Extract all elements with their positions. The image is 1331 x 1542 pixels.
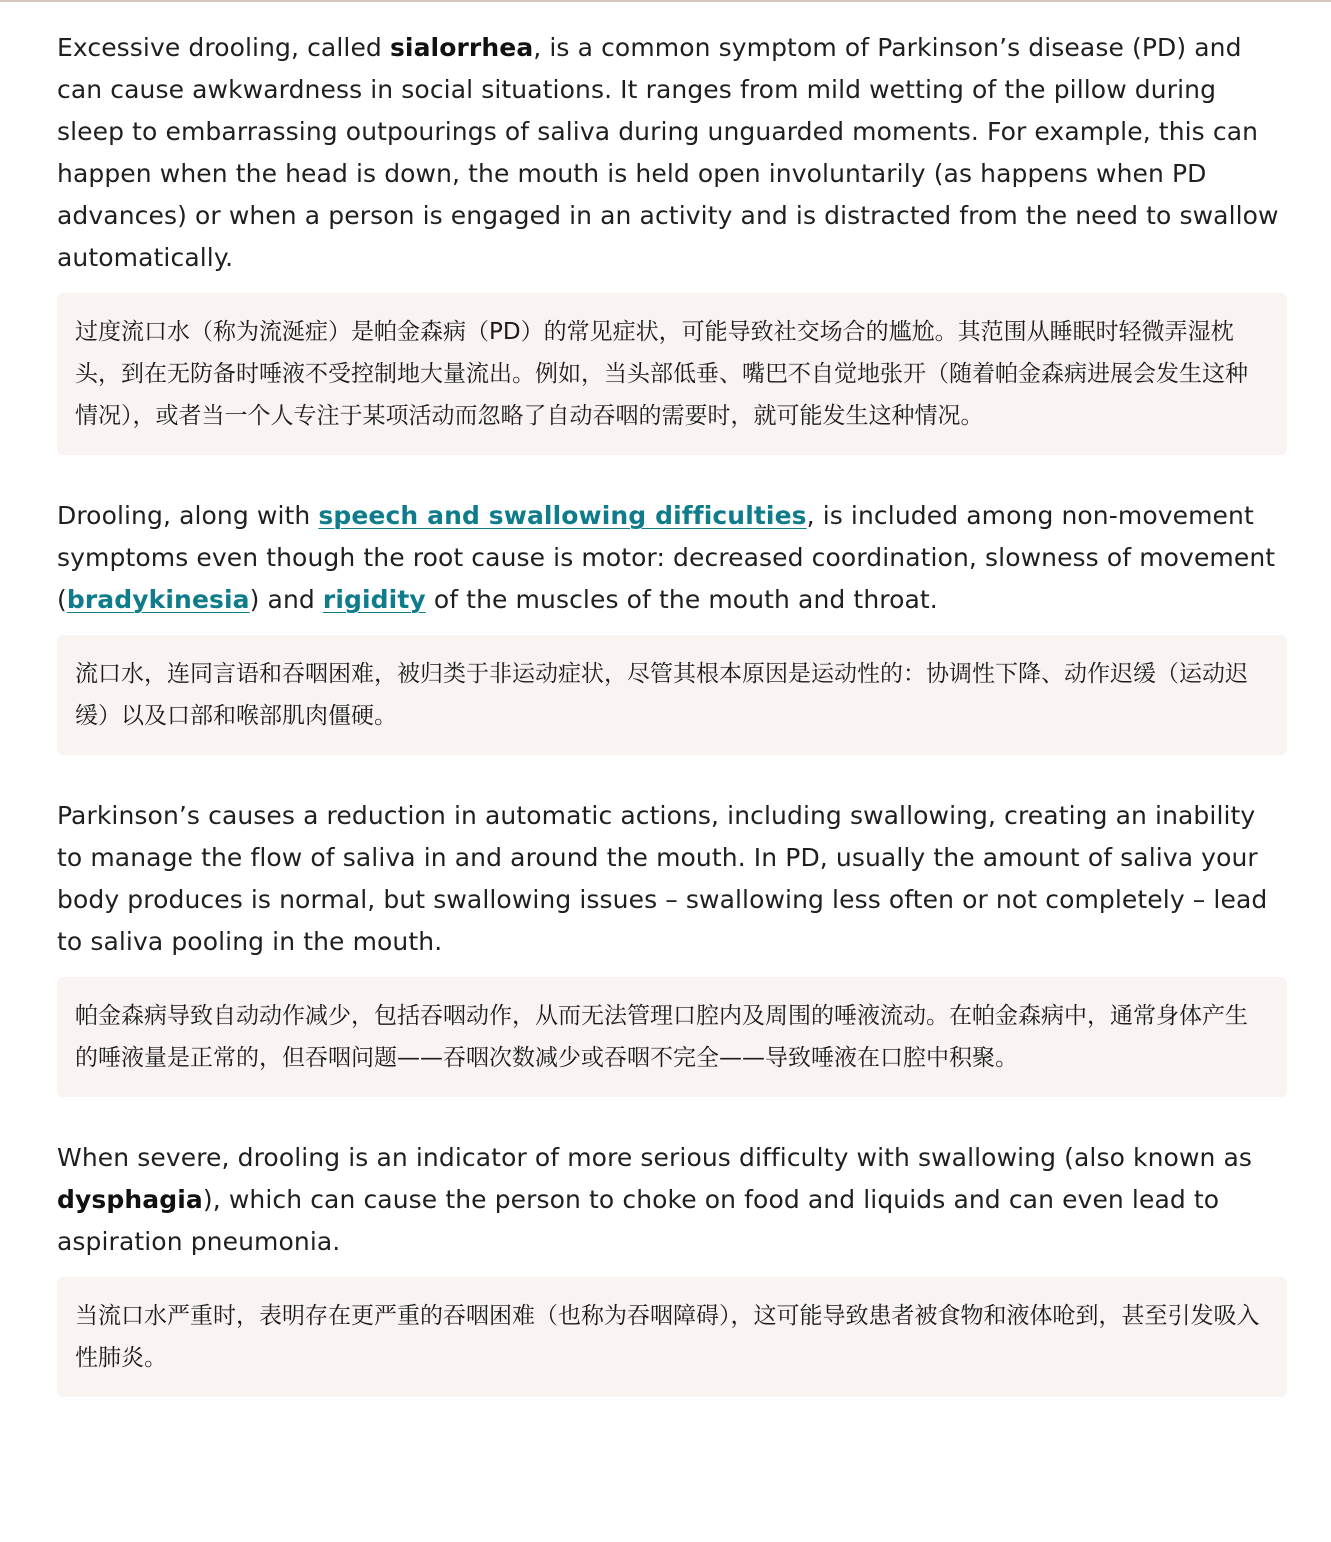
text-span: ), which can cause the person to choke on food and liquids and can even lead to aspiration pneumonia. <box>57 1185 1220 1256</box>
text-span: Drooling, along with <box>57 501 319 530</box>
paragraph-en-1 <box>57 27 1287 279</box>
text-span: , is a common symptom of Parkinson’s disease (PD) and can cause awkwardness in social situations. It ranges from mild wetting of the pillow during sleep to embarrassing outpourings of saliva during unguarded moments. For example, this can happen when the head is down, the mouth is held open involuntarily (as happens when PD advances) or when a person is engaged in an activity and is distracted from the need to swallow automatically. <box>57 33 1279 272</box>
link-rigidity[interactable]: rigidity <box>322 585 426 614</box>
text-span: When severe, drooling is an indicator of more serious difficulty with swallowing (also known as <box>57 1143 1253 1172</box>
translation-block-3: 帕金森病导致自动动作减少，包括吞咽动作，从而无法管理口腔内及周围的唾液流动。在帕金森病中，通常身体产生的唾液量是正常的，但吞咽问题——吞咽次数减少或吞咽不完全——导致唾液在口腔中积聚。 <box>57 977 1287 1097</box>
text-span: Parkinson’s causes a reduction in automatic actions, including swallowing, creating an inability to manage the flow of saliva in and around the mouth. In PD, usually the amount of saliva your body produces is normal, but swallowing issues – swallowing less often or not completely – lead to saliva pooling in the mouth. <box>57 801 1268 956</box>
paragraph-en-3 <box>57 795 1287 963</box>
text-span: Excessive drooling, called <box>57 33 390 62</box>
article-body <box>57 27 1287 1397</box>
text-span: ) and <box>249 585 323 614</box>
translation-block-1: 过度流口水（称为流涎症）是帕金森病（PD）的常见症状，可能导致社交场合的尴尬。其范围从睡眠时轻微弄湿枕头，到在无防备时唾液不受控制地大量流出。例如，当头部低垂、嘴巴不自觉地张开（随着帕金森病进展会发生这种情况），或者当一个人专注于某项活动而忽略了自动吞咽的需要时，就可能发生这种情况。 <box>57 293 1287 455</box>
translation-block-4: 当流口水严重时，表明存在更严重的吞咽困难（也称为吞咽障碍），这可能导致患者被食物和液体呛到，甚至引发吸入性肺炎。 <box>57 1277 1287 1397</box>
term-dysphagia: dysphagia <box>57 1185 203 1214</box>
text-span: of the muscles of the mouth and throat. <box>425 585 938 614</box>
link-speech-swallowing-difficulties[interactable]: speech and swallowing difficulties <box>318 501 807 530</box>
top-divider <box>0 0 1331 2</box>
paragraph-en-4 <box>57 1137 1287 1263</box>
paragraph-en-2 <box>57 495 1287 621</box>
translation-block-2: 流口水，连同言语和吞咽困难，被归类于非运动症状，尽管其根本原因是运动性的：协调性下降、动作迟缓（运动迟缓）以及口部和喉部肌肉僵硬。 <box>57 635 1287 755</box>
link-bradykinesia[interactable]: bradykinesia <box>66 585 250 614</box>
term-sialorrhea: sialorrhea <box>389 33 534 62</box>
text-span: , is included among non-movement symptoms even though the root cause is motor: decreased coordination, slowness of movement ( <box>57 501 1276 614</box>
